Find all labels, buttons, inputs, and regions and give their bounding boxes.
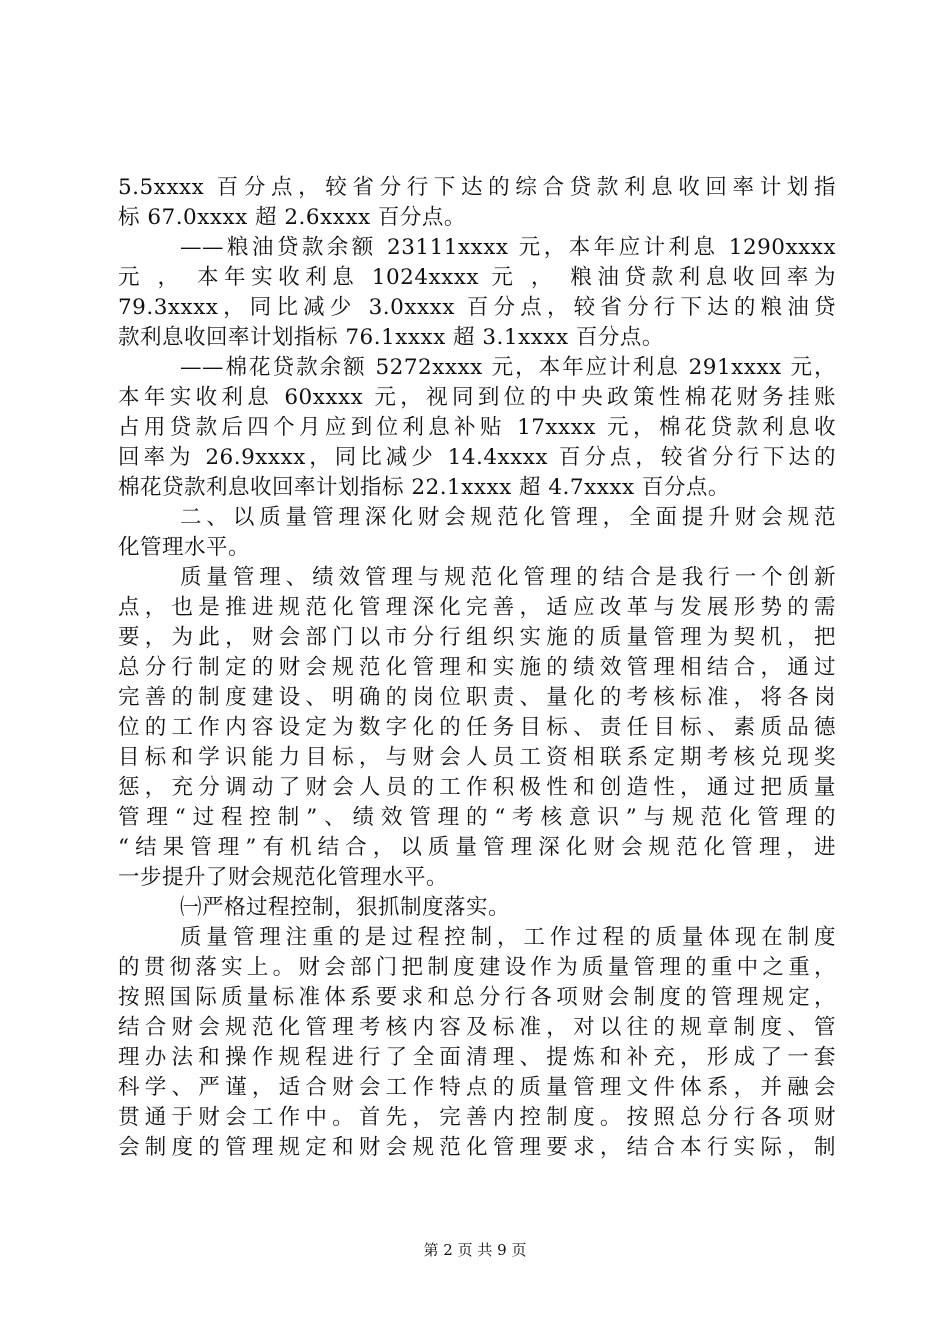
text-line: 回率为 26.9xxxx，同比减少 14.4xxxx 百分点，较省分行下达的 xyxy=(118,445,836,470)
text-line: 总分行制定的财会规范化管理和实施的绩效管理相结合，通过 xyxy=(118,655,836,680)
text-line: 位的工作内容设定为数字化的任务目标、责任目标、素质品德 xyxy=(118,715,836,740)
text-line: 5.5xxxx 百分点，较省分行下达的综合贷款利息收回率计划指 xyxy=(118,175,836,200)
text-line: 理办法和操作规程进行了全面清理、提炼和补充，形成了一套 xyxy=(118,1045,836,1070)
subsection-heading-line: ㈠严格过程控制，狠抓制度落实。 xyxy=(180,895,511,920)
text-line: 要，为此，财会部门以市分行组织实施的质量管理为契机，把 xyxy=(118,625,836,650)
text-line: “结果管理”有机结合，以质量管理深化财会规范化管理，进 xyxy=(118,835,836,860)
page-number-footer: 第 2 页 共 9 页 xyxy=(423,1241,527,1259)
text-line: ——粮油贷款余额 23111xxxx 元，本年应计利息 1290xxxx xyxy=(180,235,836,260)
text-line: 棉花贷款利息收回率计划指标 22.1xxxx 超 4.7xxxx 百分点。 xyxy=(118,475,730,500)
section-heading-line: 二、以质量管理深化财会规范化管理，全面提升财会规范 xyxy=(180,505,836,530)
text-line: ——棉花贷款余额 5272xxxx 元，本年应计利息 291xxxx 元， xyxy=(180,355,836,380)
text-line: 会制度的管理规定和财会规范化管理要求，结合本行实际，制 xyxy=(118,1135,836,1160)
text-line: 质量管理注重的是过程控制，工作过程的质量体现在制度 xyxy=(180,925,836,950)
text-line: 贯通于财会工作中。首先，完善内控制度。按照总分行各项财 xyxy=(118,1105,836,1130)
text-line: 质量管理、绩效管理与规范化管理的结合是我行一个创新 xyxy=(180,565,836,590)
text-line: 一步提升了财会规范化管理水平。 xyxy=(118,865,449,890)
text-line: 79.3xxxx，同比减少 3.0xxxx 百分点，较省分行下达的粮油贷 xyxy=(118,295,836,320)
text-line: 标 67.0xxxx 超 2.6xxxx 百分点。 xyxy=(118,205,466,230)
text-line: 惩，充分调动了财会人员的工作积极性和创造性，通过把质量 xyxy=(118,775,836,800)
text-line: 本年实收利息 60xxxx 元，视同到位的中央政策性棉花财务挂账 xyxy=(118,385,836,410)
section-heading-line: 化管理水平。 xyxy=(118,535,251,560)
text-line: 结合财会规范化管理考核内容及标准，对以往的规章制度、管 xyxy=(118,1015,836,1040)
text-line: 款利息收回率计划指标 76.1xxxx 超 3.1xxxx 百分点。 xyxy=(118,325,664,350)
text-line: 占用贷款后四个月应到位利息补贴 17xxxx 元，棉花贷款利息收 xyxy=(118,415,836,440)
text-line: 目标和学识能力目标，与财会人员工资相联系定期考核兑现奖 xyxy=(118,745,836,770)
text-line: 按照国际质量标准体系要求和总分行各项财会制度的管理规定， xyxy=(118,985,836,1010)
text-line: 科学、严谨，适合财会工作特点的质量管理文件体系，并融会 xyxy=(118,1075,836,1100)
text-line: 元 ， 本年实收利息 1024xxxx 元 ， 粮油贷款利息收回率为 xyxy=(118,265,836,290)
text-line: 的贯彻落实上。财会部门把制度建设作为质量管理的重中之重， xyxy=(118,955,836,980)
text-line: 完善的制度建设、明确的岗位职责、量化的考核标准，将各岗 xyxy=(118,685,836,710)
text-line: 管理“过程控制”、绩效管理的“考核意识”与规范化管理的 xyxy=(118,805,836,830)
document-body xyxy=(118,173,836,1163)
text-line: 点，也是推进规范化管理深化完善，适应改革与发展形势的需 xyxy=(118,595,836,620)
